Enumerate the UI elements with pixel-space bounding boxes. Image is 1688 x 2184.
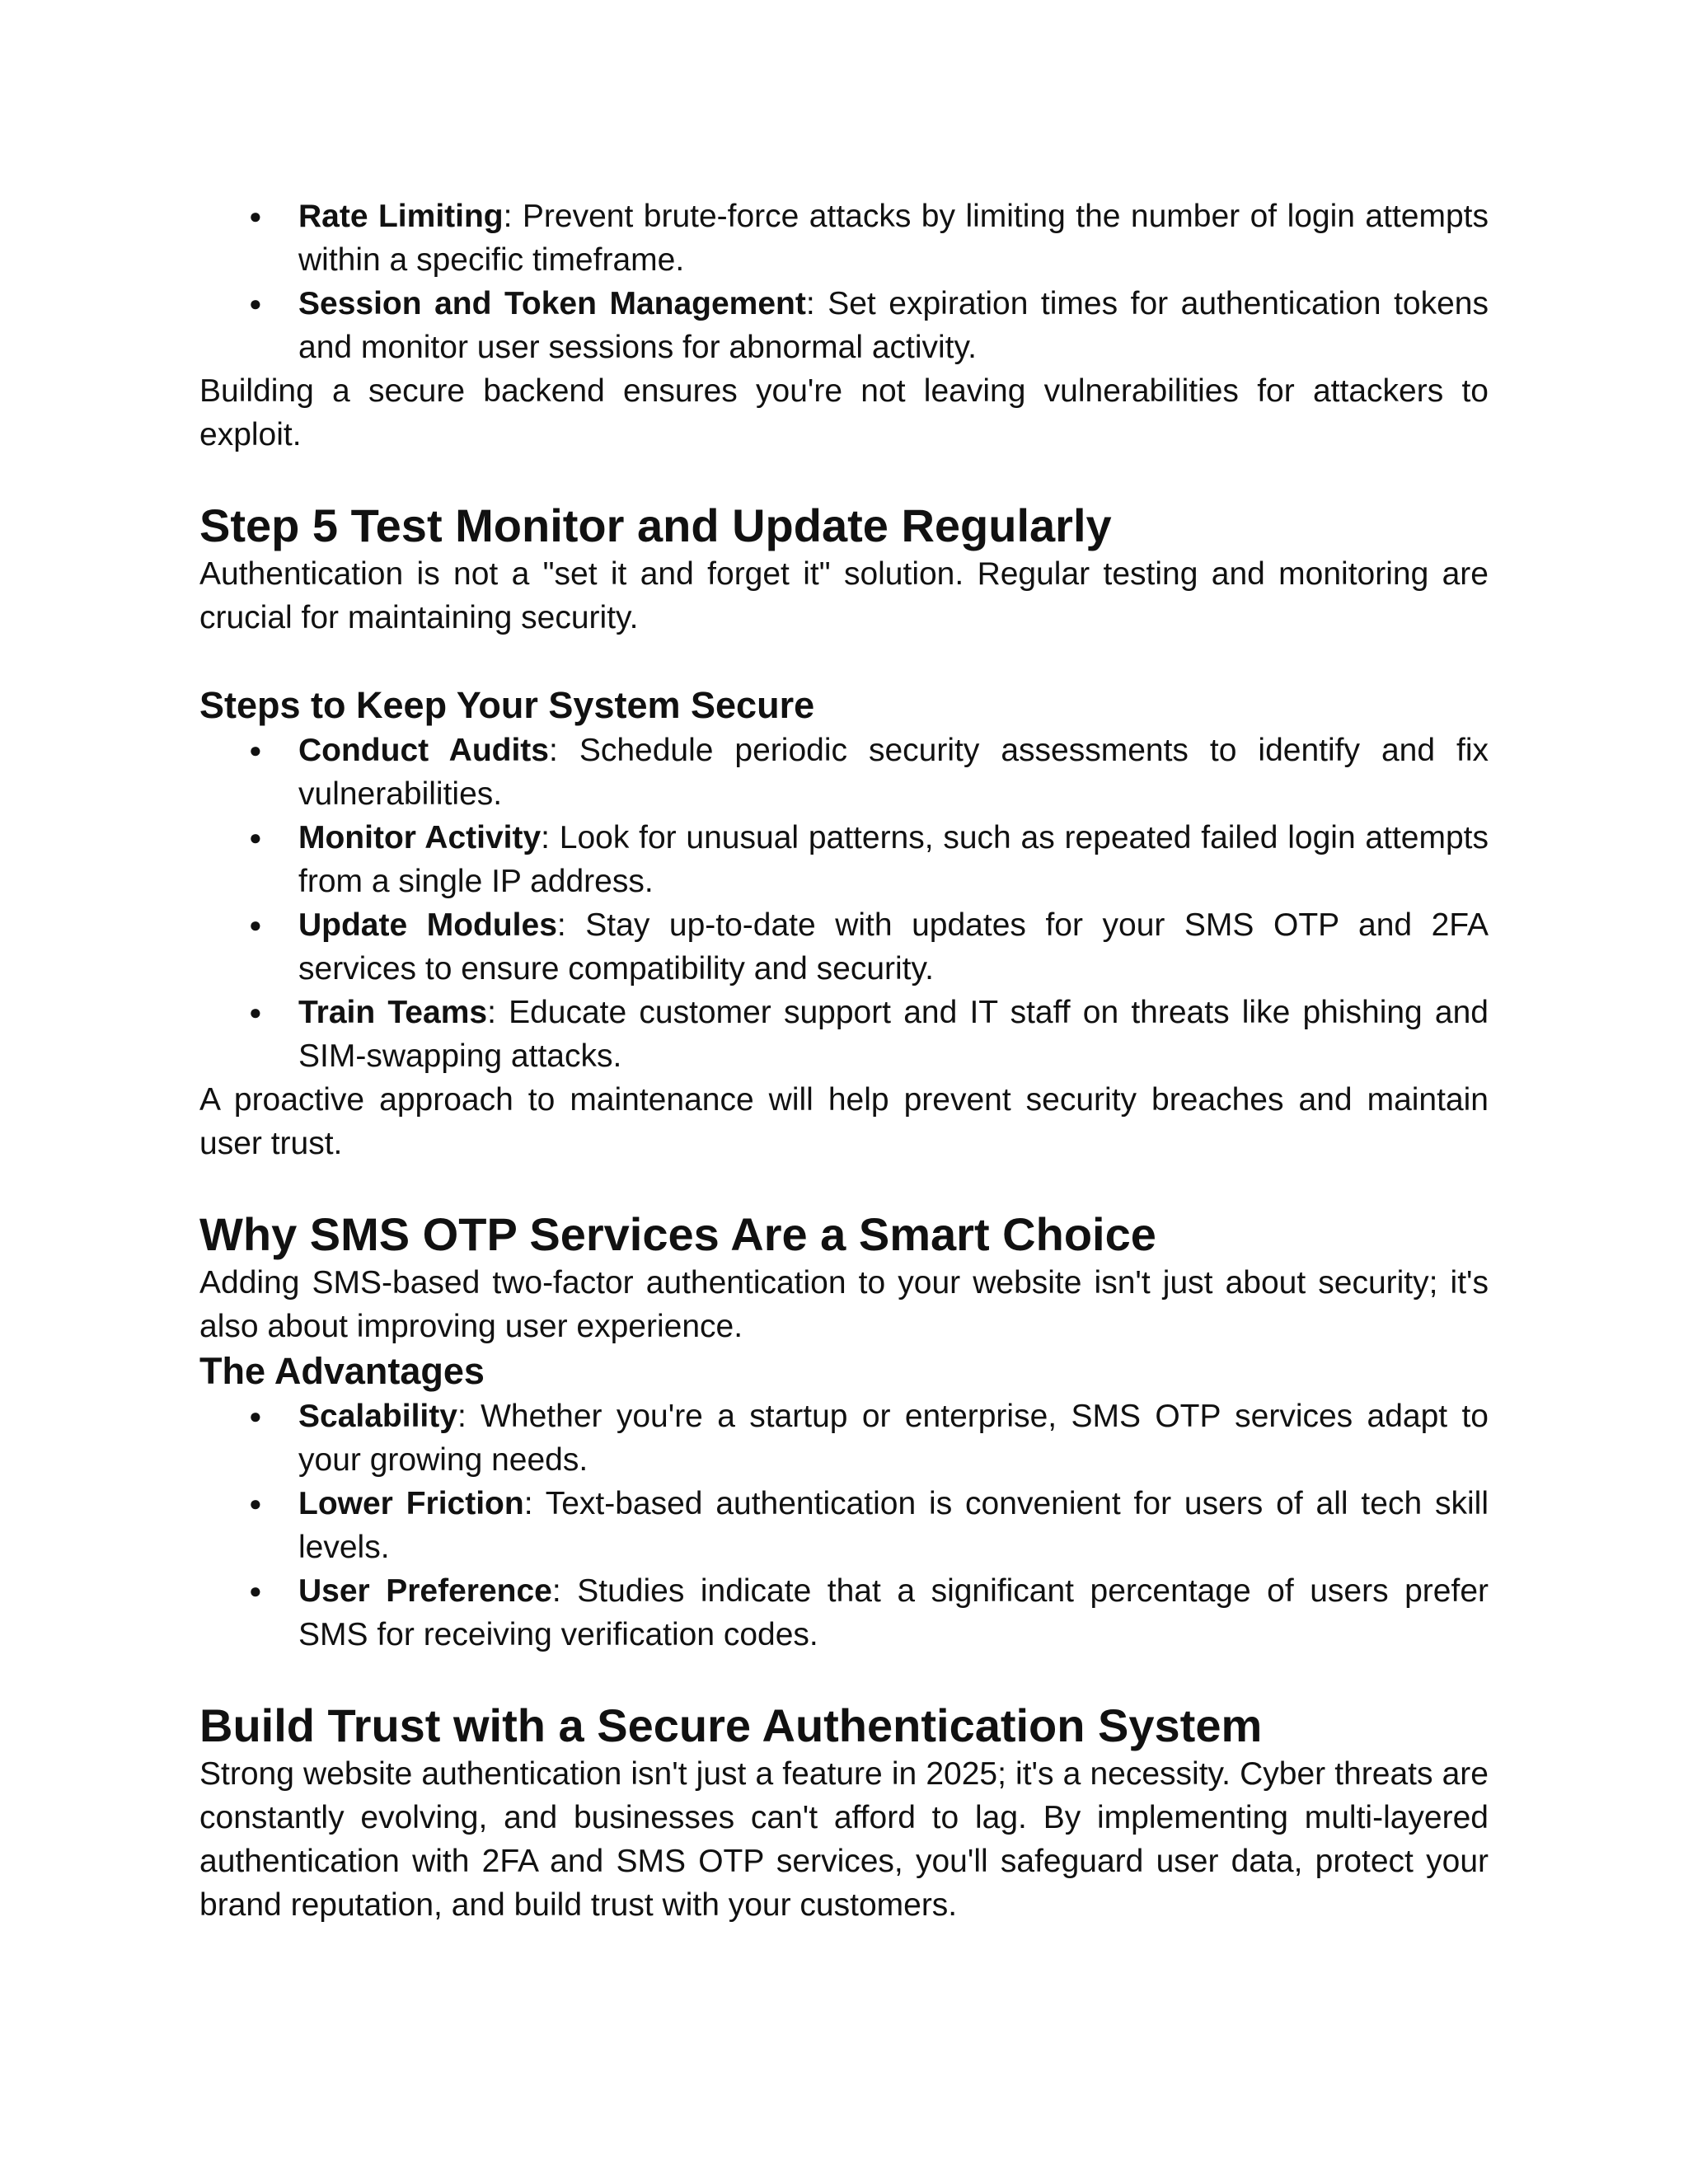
paragraph-step-5-closing: A proactive approach to maintenance will help prevent security breaches and maintain user trust. (199, 1082, 1489, 1161)
list-item-text: : Schedule periodic security assessments to identify and fix vulnerabilities. (298, 733, 1489, 812)
list-item-text: : Stay up-to-date with updates for your SMS OTP and 2FA services to ensure compatibility and security. (298, 907, 1489, 987)
list-item-term: Scalability (298, 1399, 457, 1434)
list-item (199, 1482, 1489, 1569)
heading-step-5: Step 5 Test Monitor and Update Regularly (199, 499, 1112, 551)
list-item (199, 194, 1489, 282)
bullet-icon: ● (249, 1000, 262, 1024)
paragraph-backend-closing: Building a secure backend ensures you're not leaving vulnerabilities for attackers to exploit. (199, 373, 1489, 452)
heading-build-trust: Build Trust with a Secure Authentication System (199, 1699, 1263, 1751)
list-item-term: Conduct Audits (298, 733, 549, 768)
subheading-keep-secure: Steps to Keep Your System Secure (199, 684, 815, 726)
list-item-term: User Preference (298, 1573, 552, 1609)
bullet-list-advantages (199, 1394, 1489, 1657)
paragraph-why-sms-intro: Adding SMS-based two-factor authentication to your website isn't just about security; it's also about improving user experience. (199, 1265, 1489, 1344)
list-item (199, 729, 1489, 816)
list-item-term: Session and Token Management (298, 286, 806, 321)
list-item (199, 282, 1489, 369)
bullet-icon: ● (249, 1578, 262, 1603)
bullet-icon: ● (249, 1404, 262, 1428)
list-item-text: : Studies indicate that a significant percentage of users prefer SMS for receiving verification codes. (298, 1573, 1489, 1652)
list-item (199, 903, 1489, 991)
paragraph-build-trust: Strong website authentication isn't just a feature in 2025; it's a necessity. Cyber threats are constantly evolving, and businesses can't afford to lag. By implementing multi-layered authentication with 2FA and SMS OTP services, you'll safeguard user data, protect your brand reputation, and build trust with your customers. (199, 1756, 1489, 1923)
list-item-term: Monitor Activity (298, 820, 542, 855)
list-item-text: : Prevent brute-force attacks by limiting the number of login attempts within a specific timeframe. (298, 199, 1489, 278)
heading-why-sms: Why SMS OTP Services Are a Smart Choice (199, 1208, 1156, 1260)
paragraph-step-5-intro: Authentication is not a "set it and forget it" solution. Regular testing and monitoring are crucial for maintaining security. (199, 556, 1489, 635)
bullet-icon: ● (249, 825, 262, 850)
list-item-text: : Educate customer support and IT staff on threats like phishing and SIM-swapping attacks. (298, 995, 1489, 1074)
document-page (199, 194, 1489, 1927)
bullet-icon: ● (249, 912, 262, 937)
bullet-icon: ● (249, 291, 262, 316)
bullet-icon: ● (249, 204, 262, 228)
list-item-text: : Whether you're a startup or enterprise, SMS OTP services adapt to your growing needs. (298, 1399, 1489, 1478)
list-item-term: Update Modules (298, 907, 557, 943)
list-item-text: : Look for unusual patterns, such as repeated failed login attempts from a single IP address. (298, 820, 1489, 899)
bullet-list-keep-secure (199, 729, 1489, 1078)
list-item (199, 1394, 1489, 1482)
subheading-advantages: The Advantages (199, 1350, 485, 1392)
list-item-term: Lower Friction (298, 1486, 524, 1521)
list-item (199, 991, 1489, 1078)
list-item-term: Rate Limiting (298, 199, 504, 234)
list-item-text: : Text-based authentication is convenient for users of all tech skill levels. (298, 1486, 1489, 1565)
bullet-list-backend (199, 194, 1489, 369)
bullet-icon: ● (249, 1491, 262, 1516)
list-item-term: Train Teams (298, 995, 488, 1030)
list-item (199, 816, 1489, 903)
list-item (199, 1569, 1489, 1657)
bullet-icon: ● (249, 738, 262, 762)
list-item-text: : Set expiration times for authentication tokens and monitor user sessions for abnormal activity. (298, 286, 1489, 365)
